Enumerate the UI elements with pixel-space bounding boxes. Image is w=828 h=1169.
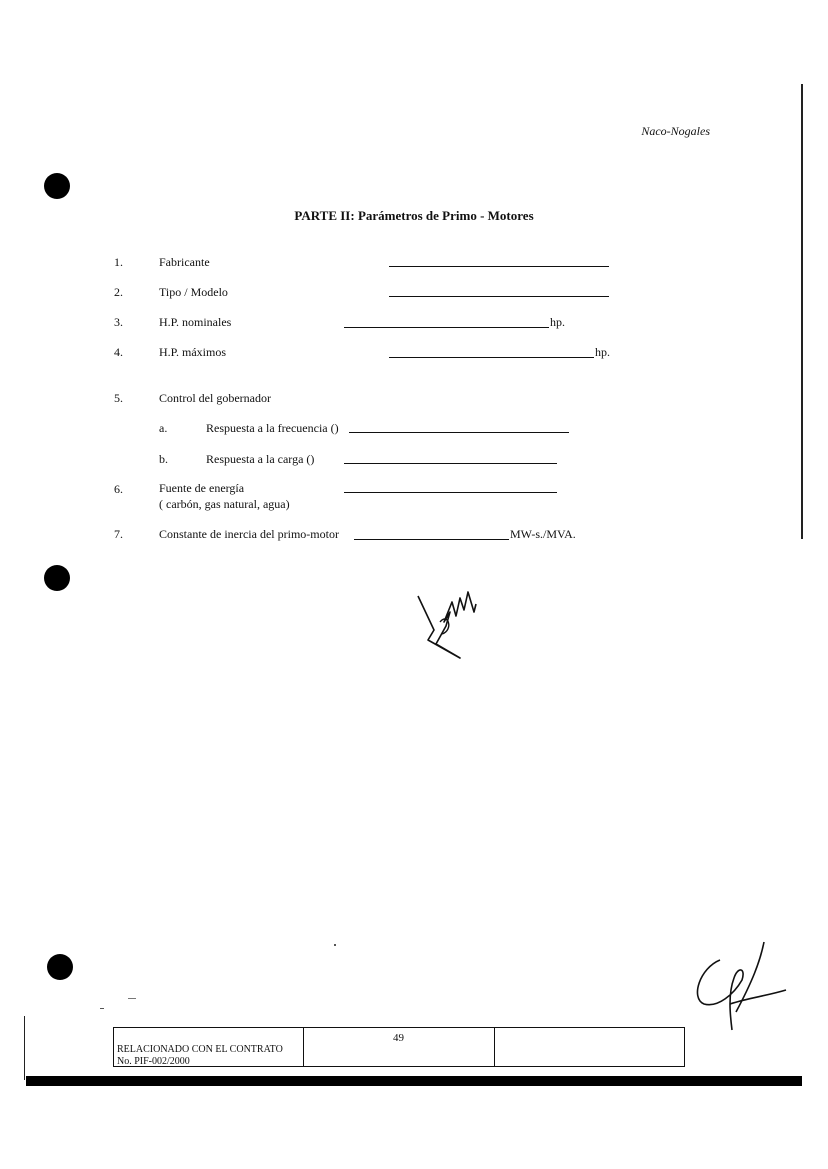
field-label-hp-nominales: H.P. nominales xyxy=(159,315,232,329)
footer-margin-line xyxy=(24,1016,25,1080)
page-title: PARTE II: Parámetros de Primo - Motores xyxy=(294,208,534,223)
constante-inercia-input-line[interactable] xyxy=(354,539,509,540)
footer-cell-page xyxy=(303,1028,495,1066)
scan-edge-line xyxy=(801,84,803,539)
footer-contract-line1: RELACIONADO CON EL CONTRATO xyxy=(117,1044,283,1055)
footer-contract-line2: No. PIF-002/2000 xyxy=(117,1056,190,1067)
tipo-modelo-input-line[interactable] xyxy=(389,296,609,297)
page-number: 49 xyxy=(393,1032,404,1044)
scan-speck xyxy=(128,998,136,999)
punch-hole-bottom xyxy=(47,954,73,980)
field-label-fabricante: Fabricante xyxy=(159,255,210,269)
field-sublabel-fuente-energia: ( carbón, gas natural, agua) xyxy=(159,497,290,511)
item-number: 5. xyxy=(114,391,123,405)
hp-maximos-unit: hp. xyxy=(595,345,610,359)
footer-cell-blank xyxy=(494,1028,684,1066)
field-label-hp-maximos: H.P. máximos xyxy=(159,345,227,359)
respuesta-frecuencia-input-line[interactable] xyxy=(349,432,569,433)
item-number: 7. xyxy=(114,527,123,541)
scan-speck xyxy=(334,944,336,946)
scan-bottom-bar xyxy=(26,1076,802,1086)
field-label-fuente-energia: Fuente de energía xyxy=(159,481,245,495)
field-label-control-gobernador: Control del gobernador xyxy=(159,391,271,405)
hp-nominales-input-line[interactable] xyxy=(344,327,549,328)
footer-contract-table xyxy=(113,1027,685,1067)
punch-hole-top xyxy=(44,173,70,199)
hp-nominales-unit: hp. xyxy=(550,315,565,329)
field-label-respuesta-carga: Respuesta a la carga () xyxy=(206,452,315,466)
subitem-letter: a. xyxy=(159,421,168,435)
respuesta-carga-input-line[interactable] xyxy=(344,463,557,464)
fabricante-input-line[interactable] xyxy=(389,266,609,267)
constante-inercia-unit: MW-s./MVA. xyxy=(510,527,576,541)
item-number: 1. xyxy=(114,255,123,269)
item-number: 2. xyxy=(114,285,123,299)
item-number: 4. xyxy=(114,345,123,359)
field-label-respuesta-frecuencia: Respuesta a la frecuencia () xyxy=(206,421,339,435)
signature-mark-bottom-right xyxy=(690,938,790,1034)
field-label-constante-inercia: Constante de inercia del primo-motor xyxy=(159,527,339,541)
field-label-tipo-modelo: Tipo / Modelo xyxy=(159,285,228,299)
item-number: 6. xyxy=(114,482,123,496)
subitem-letter: b. xyxy=(159,452,168,466)
header-location: Naco-Nogales xyxy=(641,124,710,138)
punch-hole-middle xyxy=(44,565,70,591)
signature-mark-center xyxy=(412,582,484,662)
fuente-energia-input-line[interactable] xyxy=(344,492,557,493)
footer-cell-contract xyxy=(114,1028,304,1066)
scan-speck xyxy=(100,1008,104,1009)
item-number: 3. xyxy=(114,315,123,329)
hp-maximos-input-line[interactable] xyxy=(389,357,594,358)
